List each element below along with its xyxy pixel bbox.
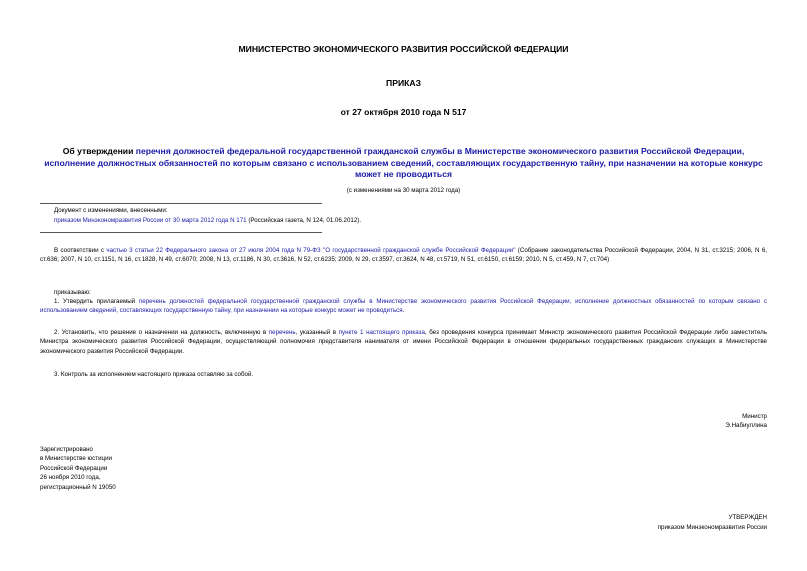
item2-start: 2. Установить, что решение о назначении на должность, включенную в xyxy=(54,329,269,336)
preamble-paragraph xyxy=(40,246,767,265)
approved-by-order: приказом Минэкономразвития России xyxy=(657,524,767,531)
registration-line-3: Российской Федерации xyxy=(40,464,108,472)
preamble-start: В соответствии с xyxy=(54,247,107,254)
item-1-paragraph xyxy=(40,297,767,316)
item2-tail: , без проведения конкурса принимает Министр экономического развития Российской Федерации либо заместитель Министра экономического развития Российской Федерации, осуществляющий полномочия представителя нанимателя от имени Российской Федерации в отношении федеральных государственных гражданских служащих в Министерстве экономического развития Российской Федерации. xyxy=(40,329,767,355)
registration-line-2: в Министерстве юстиции xyxy=(40,455,113,463)
ministry-heading: МИНИСТЕРСТВО ЭКОНОМИЧЕСКОГО РАЗВИТИЯ РОССИЙСКОЙ ФЕДЕРАЦИИ xyxy=(238,44,569,54)
amendment-note: (с изменениями на 30 марта 2012 года) xyxy=(346,187,461,194)
signature-name: Э.Набиуллина xyxy=(725,422,767,429)
item-2-paragraph xyxy=(40,328,767,356)
title-link[interactable]: перечня должностей федеральной государственной гражданской службы в Министерстве экономического развития Российской Федерации, исполнение должностных обязанностей по которым связано с использованием сведений, составляющих государственную тайну, при назначении на которые конкурс может не проводиться xyxy=(44,146,763,179)
signature-position: Министр xyxy=(742,413,767,420)
title-prefix: Об утверждении xyxy=(62,146,136,156)
registration-block xyxy=(40,445,340,492)
item1-tail: . xyxy=(402,307,405,315)
changes-line1: Документ с изменениями, внесенными: xyxy=(54,207,168,214)
registration-line-4: 26 ноября 2010 года, xyxy=(40,474,101,482)
document-title xyxy=(40,146,767,181)
changes-tail: (Российская газета, N 124, 01.06.2012). xyxy=(246,217,362,224)
doc-type-heading: ПРИКАЗ xyxy=(386,78,421,88)
date-number-heading: от 27 октября 2010 года N 517 xyxy=(340,107,467,117)
registration-line-5: регистрационный N 19050 xyxy=(40,483,116,491)
item2-mid: , указанный в xyxy=(295,329,339,336)
registration-line-1: Зарегистрировано xyxy=(40,446,93,453)
changes-line2 xyxy=(54,216,654,225)
changes-link[interactable]: приказом Минэкономразвития России от 30 марта 2012 года N 171 xyxy=(54,217,247,224)
item1-start: 1. Утвердить прилагаемый xyxy=(54,298,139,305)
item-3-paragraph: 3. Контроль за исполнением настоящего приказа оставляю за собой. xyxy=(54,371,254,378)
item1-list-link[interactable]: перечень должностей федеральной государственной гражданской службы в Министерстве экономического развития Российской Федерации, исполнение должностных обязанностей по которым связано с использованием сведений, составляющих государственную тайну, при назначении на которые конкурс может не проводиться xyxy=(40,298,768,315)
box-top-rule xyxy=(40,203,322,204)
preamble-tail: (Собрание законодательства Российской Федерации, 2004, N 31, ст.3215; 2006, N 6, ст.636; 2007, N 10, ст.1151, N 16, ст.1828, N 49, ст.6070; 2008, N 13, ст.1186, N 30, ст.3616, N 52, ст.6235; 2009, N 29, ст.3597, ст.3624, N 48, ст.5719, N 51, ст.6150, ст.6159; 2010, N 5, ст.459, N 7, ст.704) xyxy=(40,247,767,264)
preamble-law-link[interactable]: частью 3 статьи 22 Федерального закона от 27 июля 2004 года N 79-ФЗ "О государственной гражданской службе Российской Федерации" xyxy=(106,247,516,254)
approved-label: УТВЕРЖДЕН xyxy=(728,514,767,521)
box-bottom-rule xyxy=(40,232,322,233)
item2-point-link[interactable]: пункте 1 настоящего приказа xyxy=(338,329,425,336)
order-word: приказываю: xyxy=(54,289,91,296)
item2-list-link[interactable]: перечень xyxy=(268,329,296,336)
